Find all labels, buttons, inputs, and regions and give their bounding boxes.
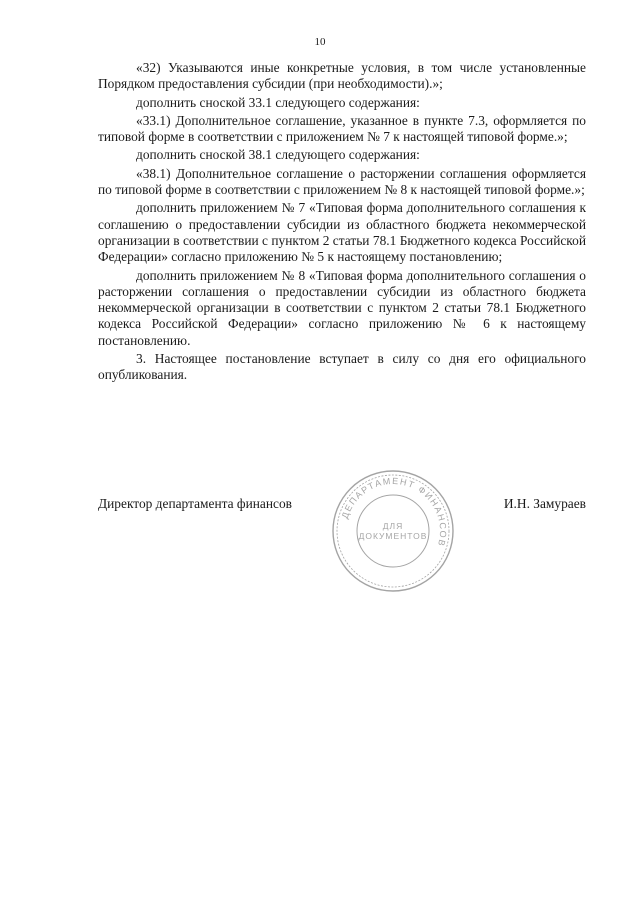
stamp-center-text [328, 521, 458, 541]
paragraph-add-footnote-33-1: дополнить сноской 33.1 следующего содержания: [136, 94, 420, 110]
official-stamp [328, 466, 458, 596]
stamp-center-line2: ДОКУМЕНТОВ [358, 531, 428, 541]
paragraph-footnote-32: «32) Указываются иные конкретные условия, в том числе установленные Порядком предоставления субсидии (при необходимости).»; [98, 60, 586, 92]
signatory-position: Директор департамента финансов [98, 496, 292, 511]
paragraph-add-appendix-8: дополнить приложением № 8 «Типовая форма дополнительного соглашения о расторжении соглашения о предоставлении субсидии из областного бюджета некоммерческой организации в соответствии с пунктом 2 статьи 78.1 Бюджетного кодекса Российской Федерации» согласно приложению № 6 к настоящему постановлению. [98, 267, 586, 348]
page-number: 10 [314, 36, 326, 48]
paragraph-add-appendix-7: дополнить приложением № 7 «Типовая форма дополнительного соглашения к соглашению о предоставлении субсидии из областного бюджета некоммерческой организации в соответствии с пунктом 2 статьи 78.1 Бюджетного кодекса Российской Федерации» согласно приложению № 5 к настоящему постановлению; [98, 200, 586, 265]
stamp-center-line1: ДЛЯ [382, 521, 404, 531]
paragraph-footnote-33-1: «33.1) Дополнительное соглашение, указанное в пункте 7.3, оформляется по типовой форме в соответствии с приложением № 7 к настоящей типовой форме.»; [98, 112, 586, 145]
document-body [98, 60, 586, 384]
paragraph-effective-date: 3. Настоящее постановление вступает в силу со дня его официального опубликования. [98, 351, 586, 383]
paragraph-add-footnote-38-1: дополнить сноской 38.1 следующего содержания: [136, 147, 420, 163]
paragraph-footnote-38-1: «38.1) Дополнительное соглашение о расторжении соглашения оформляется по типовой форме в соответствии с приложением № 8 к настоящей типовой форме.»; [98, 165, 586, 198]
signatory-name: И.Н. Замураев [503, 496, 586, 511]
stamp-ring-textpath: ДЕПАРТАМЕНТ ФИНАНСОВ [339, 475, 449, 549]
